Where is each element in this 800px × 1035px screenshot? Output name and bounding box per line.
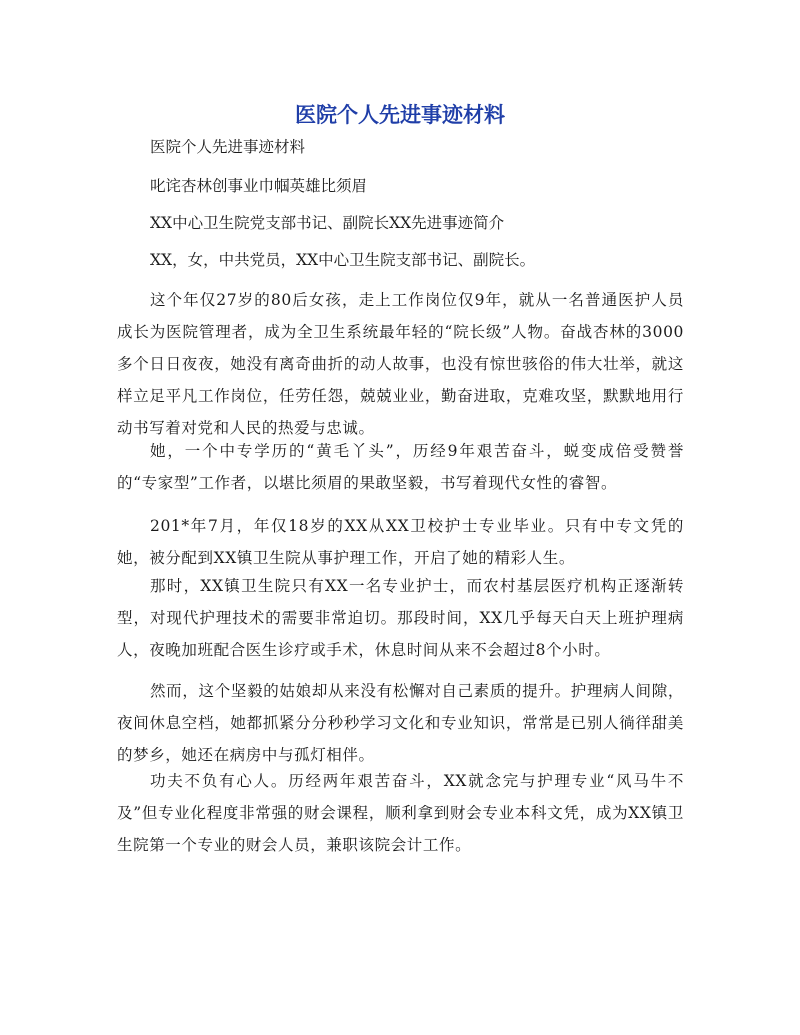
body-paragraph: 201*年7月，年仅18岁的XX从XX卫校护士专业毕业。只有中专文凭的她，被分配到XX镇卫生院从事护理工作，开启了她的精彩人生。 xyxy=(117,517,684,567)
subtitle-line: 叱诧杏林创事业巾帼英雄比须眉 xyxy=(150,177,368,195)
body-paragraph: 功夫不负有心人。历经两年艰苦奋斗，XX就念完与护理专业“风马牛不及”但专业化程度非常强的财会课程，顺利拿到财会专业本科文凭，成为XX镇卫生院第一个专业的财会人员，兼职该院会计工作。 xyxy=(117,772,684,854)
subtitle-line: 医院个人先进事迹材料 xyxy=(150,138,306,156)
subtitle-line: XX，女，中共党员，XX中心卫生院支部书记、副院长。 xyxy=(150,251,536,269)
document-title: 医院个人先进事迹材料 xyxy=(295,103,505,127)
subtitle-line: XX中心卫生院党支部书记、副院长XX先进事迹简介 xyxy=(150,214,505,232)
body-paragraph: 那时，XX镇卫生院只有XX一名专业护士，而农村基层医疗机构正逐渐转型，对现代护理技术的需要非常迫切。那段时间，XX几乎每天白天上班护理病人，夜晚加班配合医生诊疗或手术，休息时间从来不会超过8个小时。 xyxy=(117,577,684,659)
body-paragraph: 然而，这个坚毅的姑娘却从来没有松懈对自己素质的提升。护理病人间隙，夜间休息空档，她都抓紧分分秒秒学习文化和专业知识，常常是已别人徜徉甜美的梦乡，她还在病房中与孤灯相伴。 xyxy=(117,682,684,764)
body-paragraph: 这个年仅27岁的80后女孩，走上工作岗位仅9年，就从一名普通医护人员成长为医院管理者，成为全卫生系统最年轻的“院长级”人物。奋战杏林的3000多个日日夜夜，她没有离奇曲折的动人故事，也没有惊世骇俗的伟大壮举，就这样立足平凡工作岗位，任劳任怨，兢兢业业，勤奋进取，克难攻坚，默默地用行动书写着对党和人民的热爱与忠诚。 xyxy=(117,291,684,437)
body-paragraph: 她，一个中专学历的“黄毛丫头”，历经9年艰苦奋斗，蜕变成倍受赞誉的“专家型”工作者，以堪比须眉的果敢坚毅，书写着现代女性的睿智。 xyxy=(117,442,684,492)
